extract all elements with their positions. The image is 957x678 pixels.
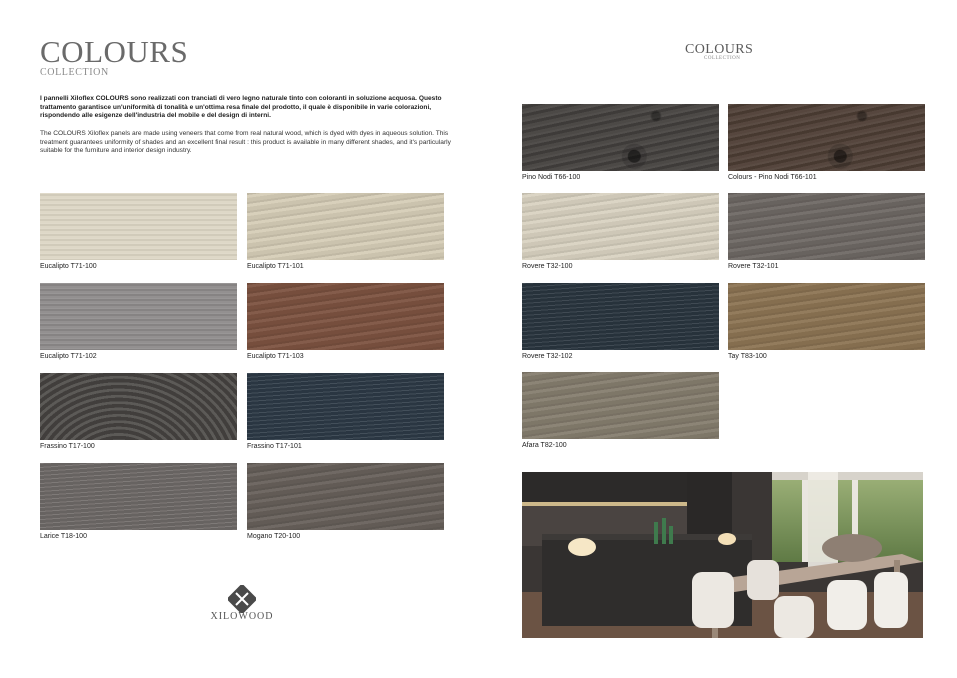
brand-name: XILOWOOD	[210, 611, 274, 622]
swatch-frassino-t17-100[interactable]	[40, 373, 237, 440]
swatch-pino-nodi-t66-100[interactable]	[522, 104, 719, 171]
collection-subtitle: COLLECTION	[40, 67, 109, 78]
swatch-label: Frassino T17-100	[40, 443, 95, 450]
kitchen-interior-photo	[522, 472, 923, 638]
swatch-tay-t83-100[interactable]	[728, 283, 925, 350]
swatch-frassino-t17-101[interactable]	[247, 373, 444, 440]
left-page	[0, 0, 478, 678]
swatch-larice-t18-100[interactable]	[40, 463, 237, 530]
swatch-label: Mogano T20-100	[247, 533, 301, 540]
swatch-afara-t82-100[interactable]	[522, 372, 719, 439]
collection-subtitle-small: COLLECTION	[704, 56, 741, 61]
swatch-mogano-t20-100[interactable]	[247, 463, 444, 530]
swatch-rovere-t32-100[interactable]	[522, 193, 719, 260]
swatch-label: Rovere T32-102	[522, 353, 573, 360]
swatch-eucalipto-t71-101[interactable]	[247, 193, 444, 260]
swatch-label: Frassino T17-101	[247, 443, 302, 450]
swatch-eucalipto-t71-102[interactable]	[40, 283, 237, 350]
swatch-label: Eucalipto T71-103	[247, 353, 304, 360]
swatch-label: Larice T18-100	[40, 533, 87, 540]
swatch-rovere-t32-102[interactable]	[522, 283, 719, 350]
swatch-label: Afara T82-100	[522, 442, 567, 449]
swatch-colours-pino-nodi-t66-101[interactable]	[728, 104, 925, 171]
swatch-eucalipto-t71-103[interactable]	[247, 283, 444, 350]
swatch-label: Tay T83-100	[728, 353, 767, 360]
kitchen-scene-illustration	[522, 472, 923, 638]
intro-italian: I pannelli Xiloflex COLOURS sono realizzati con tranciati di vero legno naturale tinto con coloranti in soluzione acquosa. Questo trattamento garantisce un'uniformità di tonalità e un'ottima resa finale del prodotto, il quale è disponibile in varie colorazioni, rispondendo alle esigenze dell'industria del mobile e del design di interni.	[40, 95, 442, 120]
swatch-label: Rovere T32-101	[728, 263, 779, 270]
swatch-label: Eucalipto T71-101	[247, 263, 304, 270]
swatch-rovere-t32-101[interactable]	[728, 193, 925, 260]
swatch-label: Colours - Pino Nodi T66-101	[728, 174, 817, 181]
intro-english: The COLOURS Xiloflex panels are made using veneers that come from real natural wood, which is dyed with dyes in aqueous solution. This treatment guarantees uniformity of shades and an excellent final result : this product is available in many different shades, and it's particularly suitable for the furniture and interior design industry.	[40, 130, 451, 155]
swatch-label: Eucalipto T71-102	[40, 353, 97, 360]
swatch-label: Eucalipto T71-100	[40, 263, 97, 270]
collection-title-small: COLOURS	[685, 42, 754, 57]
xilowood-logo-icon	[228, 585, 256, 613]
swatch-label: Rovere T32-100	[522, 263, 573, 270]
right-page	[478, 0, 957, 678]
collection-title: COLOURS	[40, 34, 189, 69]
swatch-label: Pino Nodi T66-100	[522, 174, 581, 181]
swatch-eucalipto-t71-100[interactable]	[40, 193, 237, 260]
